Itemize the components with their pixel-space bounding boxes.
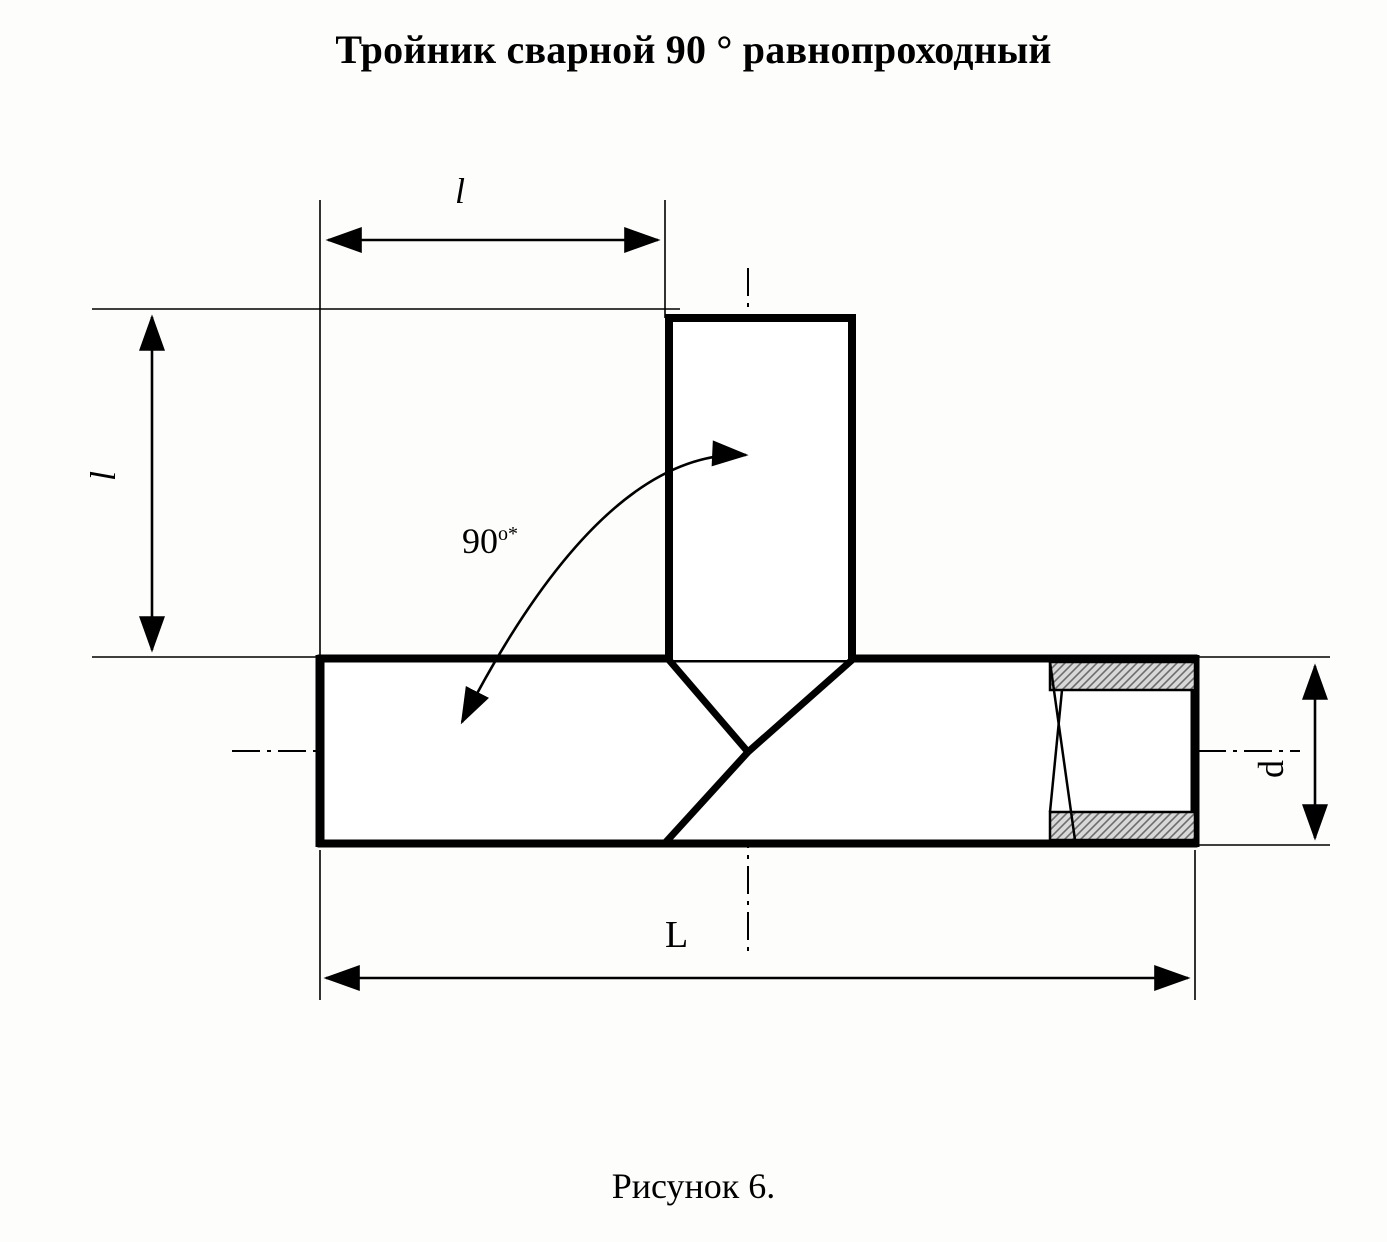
figure-caption: Рисунок 6. [611,1166,776,1206]
label-l-horizontal: l [455,171,466,211]
figure-title: Тройник сварной 90 ° равнопроходный [335,27,1052,72]
label-angle [462,520,518,562]
label-angle-value: 90 [462,521,498,561]
label-d: d [1251,760,1291,778]
label-l-vertical: l [83,470,124,482]
label-angle-note: * [508,523,518,545]
label-angle-degree: o [498,523,508,545]
branch-pipe-outline [666,314,855,662]
label-L: L [665,914,689,956]
